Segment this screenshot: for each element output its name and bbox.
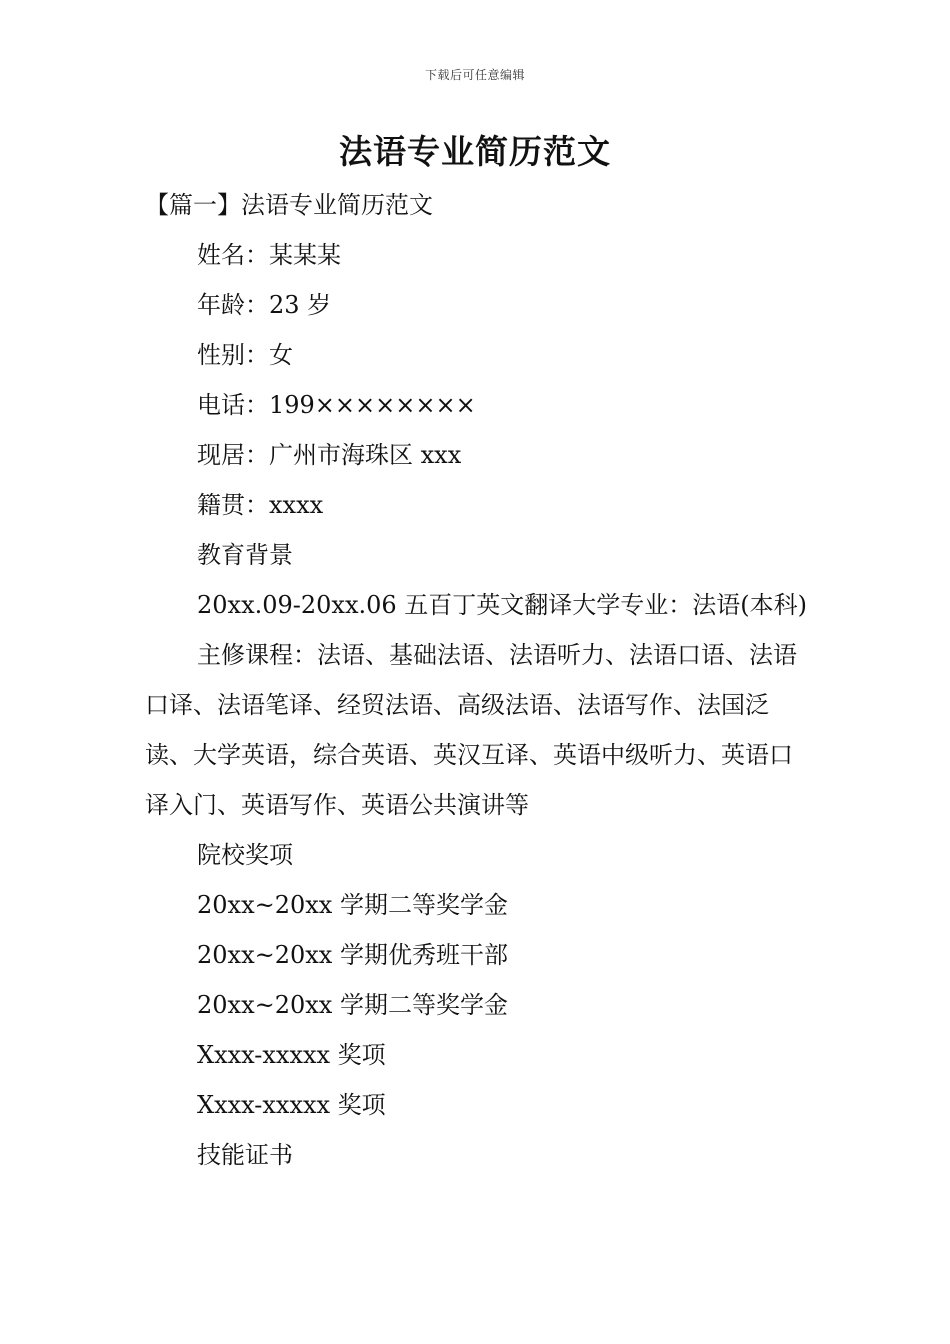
phone-line: 电话：199××××××××	[197, 391, 476, 419]
hometown-line: 籍贯：xxxx	[197, 491, 324, 519]
awards-heading: 院校奖项	[197, 841, 293, 869]
award-item: 20xx~20xx 学期优秀班干部	[197, 941, 508, 969]
award-item: Xxxx-xxxxx 奖项	[197, 1041, 386, 1069]
certificates-heading: 技能证书	[197, 1141, 293, 1169]
gender-line: 性别：女	[197, 341, 293, 369]
award-item: 20xx~20xx 学期二等奖学金	[197, 991, 508, 1019]
document-body	[145, 180, 810, 1180]
education-heading: 教育背景	[197, 541, 293, 569]
page-header-note: 下载后可任意编辑	[424, 68, 525, 82]
document-title: 法语专业简历范文	[339, 132, 611, 171]
education-entry: 20xx.09-20xx.06 五百丁英文翻译大学专业：法语(本科)	[197, 591, 808, 619]
award-item: 20xx~20xx 学期二等奖学金	[197, 891, 508, 919]
residence-line: 现居：广州市海珠区 xxx	[197, 441, 462, 469]
award-item: Xxxx-xxxxx 奖项	[197, 1091, 386, 1119]
name-line: 姓名：某某某	[197, 241, 341, 269]
courses-paragraph: 主修课程：法语、基础法语、法语听力、法语口语、法语口译、法语笔译、经贸法语、高级法语、法语写作、法国泛读、大学英语，综合英语、英汉互译、英语中级听力、英语口译入门、英语写作、英语公共演讲等	[145, 641, 797, 819]
section-heading: 【篇一】法语专业简历范文	[145, 191, 433, 219]
age-line: 年龄：23 岁	[197, 291, 332, 319]
